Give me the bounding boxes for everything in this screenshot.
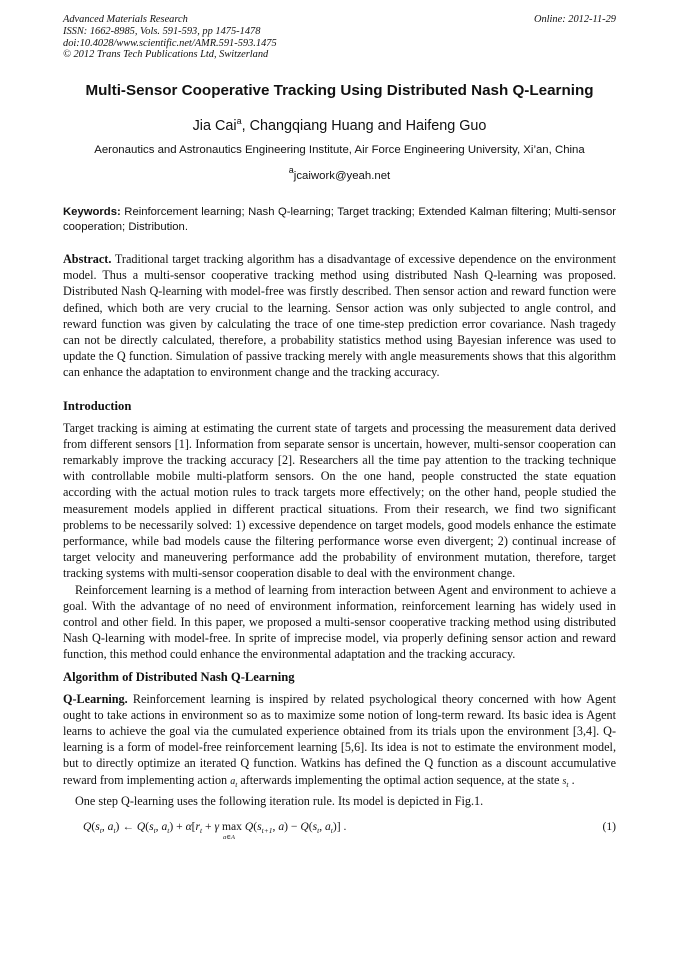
q-learning-label: Q-Learning. — [63, 691, 128, 706]
q-learning-text-2: afterwards implementing the optimal action sequence, at the state — [237, 772, 563, 787]
abstract — [63, 251, 616, 381]
symbol-a-sub: t — [235, 779, 238, 789]
introduction-paragraph-2: Reinforcement learning is a method of learning from interaction between Agent and environment to achieve a goal. With the advantage of no need of environment information, reinforcement learning has widely used in control and other field. In this paper, we proposed a multi-sensor cooperative tracking method using distributed Nash Q-learning with model-free. In sprite of imprecise model, via properly defining sensor action and reward function, this method could enhance the environmental adaptation and the tracking accuracy. — [63, 582, 616, 662]
iteration-rule-paragraph: One step Q-learning uses the following iteration rule. Its model is depicted in Fig.1. — [75, 793, 484, 808]
author-first: Jia Cai — [192, 118, 237, 134]
introduction-paragraph-1: Target tracking is aiming at estimating the current state of targets and processing the measurement data derived from different sensors [1]. Information from separate sensor is uncertain, however, multi-sensor cooperation can remarkably improve the tracking accuracy [2]. Researchers all the time pay attention to the tracking technique with controllable mobile multi-platform sensors. On the one hand, people constructed the state equation according with the actual motion rules to track targets more effectively; on the other hand, people studied the measurement models applied in different practical situations. From their research, we find two significant problems to be necessarily solved: 1) excessive dependence on target models, good models enhance the estimate performance, while bad models cause the filtering performance worse even divergent; 2) continual increase of target velocity and maneuvering performance add the probability of environment mutation, therefore, target tracking systems with multi-sensor cooperation disable to deal with the environment change. — [63, 420, 616, 581]
email-line — [63, 163, 616, 183]
keywords-label: Keywords: — [63, 206, 121, 218]
doi-line[interactable]: doi:10.4028/www.scientific.net/AMR.591-593.1475 — [63, 37, 277, 49]
paper-title: Multi-Sensor Cooperative Tracking Using Distributed Nash Q-Learning — [85, 82, 594, 99]
issn-line: ISSN: 1662-8985, Vols. 591-593, pp 1475-1478 — [63, 25, 261, 37]
email-address[interactable]: jcaiwork@yeah.net — [293, 170, 391, 182]
abstract-label: Abstract. — [63, 252, 112, 266]
journal-name: Advanced Materials Research — [63, 14, 188, 25]
author-first-sup: a — [236, 116, 242, 126]
copyright-line: © 2012 Trans Tech Publications Ltd, Switzerland — [63, 49, 269, 61]
q-learning-text-1: Reinforcement learning is inspired by related psychological theory concerned with how Agent ought to take actions in environment so as to maximize some notion of long-term reward. Its basic idea is Agent learns to achieve the goal via the cumulated experience obtained from its trials upon the environment [3,4]. Q-learning is a form of model-free reinforcement learning [5,6]. Its idea is not to estimate the environment model, but to directly optimize an iterated Q function. Watkins has defined the Q function as a discount accumulative reward from implementing action — [63, 691, 616, 787]
author-rest: , Changqiang Huang and Haifeng Guo — [241, 118, 487, 134]
algorithm-heading: Algorithm of Distributed Nash Q-Learning — [63, 669, 295, 684]
equation-body: $Q(s_t$, $a_t$) ← $Q(s_t$, $a_t) + \alpha[r_t + \gamma$ max a∈A $Q(s_{t+1}$, $a) - Q(s_t$, $a_t$)] . — [83, 820, 347, 842]
affiliation: Aeronautics and Astronautics Engineering Institute, Air Force Engineering University, Xi’an, China — [94, 144, 585, 156]
symbol-s-sub: t — [566, 779, 569, 789]
keywords-text: Reinforcement learning; Nash Q-learning; Target tracking; Extended Kalman filtering; Multi-sensor cooperation; Distribution. — [63, 206, 616, 233]
equation-1 — [63, 819, 616, 845]
introduction-heading: Introduction — [63, 398, 132, 413]
symbol-s: s — [562, 775, 567, 787]
keywords — [63, 205, 616, 234]
journal-header — [63, 14, 616, 62]
paper-page — [63, 14, 616, 845]
email-sup: a — [288, 165, 294, 175]
q-learning-paragraph — [63, 691, 616, 793]
online-date: Online: 2012-11-29 — [533, 14, 616, 25]
equation-number: (1) — [602, 820, 616, 834]
symbol-a: a — [230, 775, 236, 787]
abstract-text: Traditional target tracking algorithm has a disadvantage of excessive dependence on the environment model. Thus a multi-sensor cooperative tracking method using distributed Nash Q-learning was proposed. Distributed Nash Q-learning with model-free was firstly described. Then sensor action and reward function were defined, which both are very crucial to the learning. Sensor action was only subjected to angle control, and reward function was given by calculating the trace of one time-step prediction error covariance. Nash tragedy can not be directly calculated, therefore, a probability statistics method using Bayesian inference was used to update the Q function. Simulation of passive tracking merely with angle measurements shows that this algorithm can enhance the adaptation to environment change and the tracking accuracy. — [63, 252, 616, 380]
authors-line — [63, 113, 616, 135]
q-learning-text-3: . — [568, 772, 575, 787]
